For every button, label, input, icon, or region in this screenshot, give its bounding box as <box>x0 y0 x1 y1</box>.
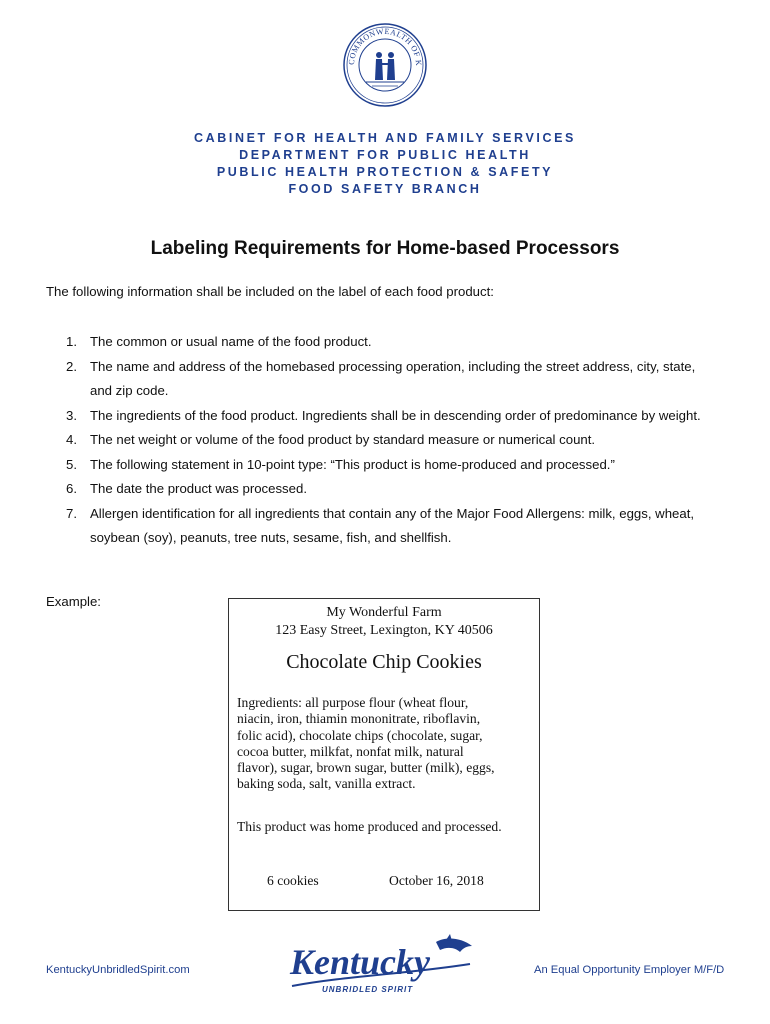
list-item-number: 7. <box>66 505 77 521</box>
footer-website: KentuckyUnbridledSpirit.com <box>46 964 190 976</box>
page-title: Labeling Requirements for Home-based Processors <box>150 238 620 259</box>
list-item-text: The ingredients of the food product. Ingredients shall be in descending order of predominance by weight. <box>90 407 701 423</box>
footer-equal-opportunity: An Equal Opportunity Employer M/F/D <box>534 964 725 976</box>
agency-line-department: DEPARTMENT FOR PUBLIC HEALTH <box>239 148 531 162</box>
list-item <box>66 355 706 404</box>
sample-ingredients <box>237 695 533 793</box>
sample-home-produced-statement: This product was home produced and processed. <box>237 819 502 834</box>
sample-ingredients-line: flavor), sugar, brown sugar, butter (milk), eggs, <box>237 760 495 776</box>
list-item-text: The name and address of the homebased processing operation, including the street address, city, state, and zip code. <box>90 358 696 398</box>
list-item <box>66 477 706 502</box>
list-item-text: The date the product was processed. <box>90 481 307 496</box>
list-item-number: 4. <box>66 432 77 447</box>
sample-ingredients-line: folic acid), chocolate chips (chocolate, sugar, <box>237 727 483 743</box>
svg-text:Kentucky: Kentucky <box>290 942 430 982</box>
list-item-number: 3. <box>66 407 77 423</box>
kentucky-seal-icon <box>342 22 428 108</box>
svg-text:UNBRIDLED SPIRIT: UNBRIDLED SPIRIT <box>322 985 414 994</box>
list-item <box>66 453 706 478</box>
sample-product-name: Chocolate Chip Cookies <box>286 651 482 673</box>
list-item-text: The common or usual name of the food product. <box>90 334 372 349</box>
sample-count: 6 cookies <box>267 873 319 888</box>
example-label: Example: <box>46 594 101 609</box>
list-item-number: 6. <box>66 481 77 496</box>
list-item-number: 1. <box>66 334 77 349</box>
list-item-number: 5. <box>66 456 77 472</box>
sample-ingredients-line: niacin, iron, thiamin mononitrate, riboflavin, <box>237 711 481 727</box>
list-item-text: Allergen identification for all ingredients that contain any of the Major Food Allergens: milk, eggs, wheat, soybean (soy), peanuts, tree nuts, sesame, fish, and shellfish. <box>90 505 695 545</box>
list-item <box>66 502 706 551</box>
agency-line-division: PUBLIC HEALTH PROTECTION & SAFETY <box>216 165 554 179</box>
list-item <box>66 404 706 429</box>
list-item <box>66 428 706 453</box>
svg-text:COMMONWEALTH OF KENTUCKY: COMMONWEALTH OF K <box>346 26 424 67</box>
sample-label-box <box>228 598 540 911</box>
list-item-number: 2. <box>66 358 77 374</box>
list-item-text: The following statement in 10-point type: “This product is home-produced and processed.” <box>90 456 615 472</box>
kentucky-horse-logo-icon <box>286 934 486 996</box>
agency-line-branch: FOOD SAFETY BRANCH <box>288 182 482 196</box>
list-item-text: The net weight or volume of the food product by standard measure or numerical count. <box>90 432 596 447</box>
sample-address: 123 Easy Street, Lexington, KY 40506 <box>275 623 493 638</box>
intro-text: The following information shall be included on the label of each food product: <box>46 284 494 299</box>
sample-ingredients-line: cocoa butter, milkfat, nonfat milk, natural <box>237 743 464 759</box>
agency-line-cabinet: CABINET FOR HEALTH AND FAMILY SERVICES <box>194 131 576 145</box>
sample-ingredients-line: baking soda, salt, vanilla extract. <box>237 776 416 792</box>
requirements-list <box>66 330 706 551</box>
sample-farm-name: My Wonderful Farm <box>326 605 442 620</box>
sample-date: October 16, 2018 <box>389 873 484 888</box>
sample-ingredients-line: Ingredients: all purpose flour (wheat flour, <box>237 695 469 710</box>
list-item <box>66 330 706 355</box>
